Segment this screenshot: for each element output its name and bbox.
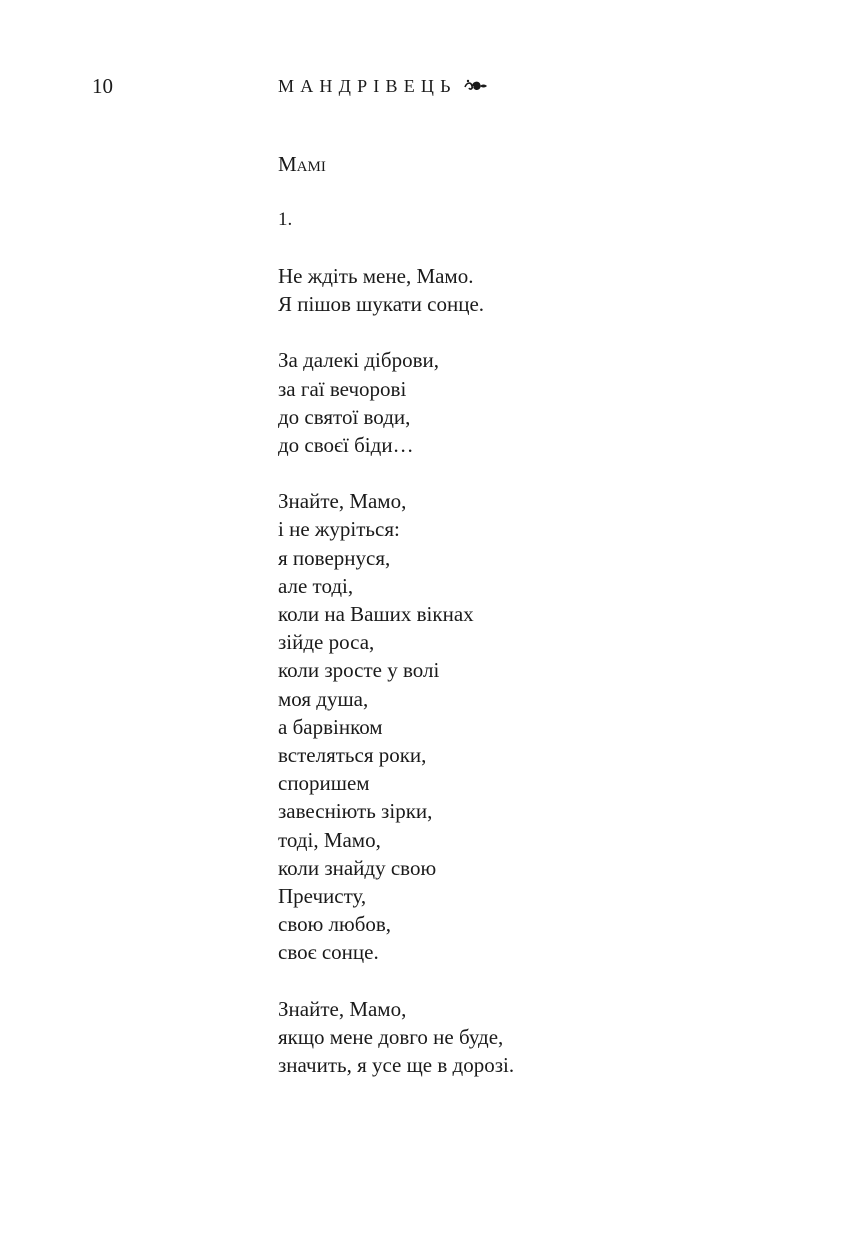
floral-ornament-icon xyxy=(463,78,489,94)
poem-title: Мамі xyxy=(278,152,326,176)
poem-line: Знайте, Мамо, xyxy=(278,489,407,514)
section-number: 1. xyxy=(278,209,293,230)
poem-line: коли знайду свою xyxy=(278,855,437,880)
stanza xyxy=(278,262,798,318)
stanza xyxy=(278,487,798,966)
poem-line: і не журіться: xyxy=(278,517,400,542)
poem-line: за гаї вечорові xyxy=(278,376,407,401)
poem-line: коли на Ваших вікнах xyxy=(278,602,474,627)
poem-line: але тоді, xyxy=(278,573,354,598)
page-number: 10 xyxy=(92,74,113,98)
stanza xyxy=(278,346,798,459)
poem-line: Знайте, Мамо, xyxy=(278,996,407,1021)
poem-line: коли зросте у волі xyxy=(278,658,440,683)
poem-line: тоді, Мамо, xyxy=(278,827,381,852)
poem-line: а барвінком xyxy=(278,714,383,739)
poem xyxy=(278,150,798,1079)
poem-line: Не ждіть мене, Мамо. xyxy=(278,264,474,288)
running-header xyxy=(278,73,489,99)
poem-line: завесніють зірки, xyxy=(278,799,433,824)
poem-line: значить, я усе ще в дорозі. xyxy=(278,1053,515,1078)
poem-line: моя душа, xyxy=(278,686,369,711)
poem-body xyxy=(278,262,798,1079)
poem-line: я повернуся, xyxy=(278,545,391,570)
poem-line: За далекі діброви, xyxy=(278,348,439,373)
poem-line: до святої води, xyxy=(278,404,411,429)
poem-line: Пречисту, xyxy=(278,884,367,909)
poem-line: своє сонце. xyxy=(278,940,379,965)
poem-line: якщо мене довго не буде, xyxy=(278,1024,504,1049)
running-title: МАНДРІВЕЦЬ xyxy=(278,76,457,96)
poem-line: до своєї біди… xyxy=(278,433,414,458)
stanza xyxy=(278,995,798,1080)
poem-line: Я пішов шукати сонце. xyxy=(278,292,485,317)
poem-line: встеляться роки, xyxy=(278,743,427,768)
poem-line: зійде роса, xyxy=(278,630,375,655)
poem-line: свою любов, xyxy=(278,912,392,937)
poem-line: споришем xyxy=(278,771,370,796)
